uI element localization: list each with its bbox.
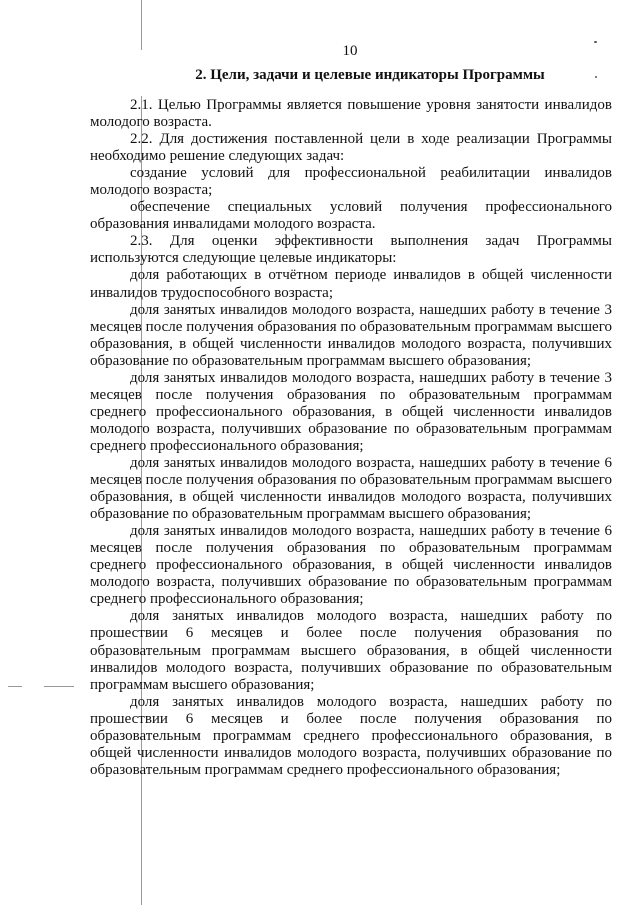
paragraph: 2.1. Целью Программы является повышение уровня занятости инвалидов молодого возраста.	[90, 97, 612, 131]
paragraph: доля занятых инвалидов молодого возраста, нашедших работу по прошествии 6 месяцев и более после получения образования по образовательным программам высшего образования, в общей численности инвалидов молодого возраста, получивших образование по образовательным программам высшего образования;	[90, 608, 612, 693]
document-body	[90, 97, 612, 779]
paragraph: доля работающих в отчётном периоде инвалидов в общей численности инвалидов трудоспособного возраста;	[90, 267, 612, 301]
page-number: 10	[342, 43, 358, 59]
paragraph: доля занятых инвалидов молодого возраста, нашедших работу в течение 3 месяцев после получения образования по образовательным программам высшего образования, в общей численности инвалидов молодого возраста, получивших образование по образовательным программам высшего образования;	[90, 301, 612, 369]
paragraph: доля занятых инвалидов молодого возраста, нашедших работу в течение 3 месяцев после получения образования по образовательным программам среднего профессионального образования, в общей численности инвалидов молодого возраста, получивших образование по образовательным программам среднего профессионального образования;	[90, 369, 612, 454]
scan-speck	[8, 686, 22, 687]
scan-speck	[44, 686, 74, 687]
paragraph: доля занятых инвалидов молодого возраста, нашедших работу в течение 6 месяцев после получения образования по образовательным программам высшего образования, в общей численности инвалидов молодого возраста, получивших образование по образовательным программам высшего образования;	[90, 454, 612, 523]
paragraph: доля занятых инвалидов молодого возраста, нашедших работу в течение 6 месяцев после получения образования по образовательным программам среднего профессионального образования, в общей численности инвалидов молодого возраста, получивших образование по образовательным программам среднего профессионального образования;	[90, 523, 612, 608]
paragraph: создание условий для профессиональной реабилитации инвалидов молодого возраста;	[90, 165, 612, 199]
paragraph: обеспечение специальных условий получения профессионального образования инвалидами молодого возраста.	[90, 199, 612, 233]
paragraph: 2.3. Для оценки эффективности выполнения задач Программы используются следующие целевые индикаторы:	[90, 233, 612, 267]
paragraph: 2.2. Для достижения поставленной цели в ходе реализации Программы необходимо решение следующих задач:	[90, 131, 612, 165]
section-title: 2. Цели, задачи и целевые индикаторы Программы	[195, 67, 545, 83]
paragraph: доля занятых инвалидов молодого возраста, нашедших работу по прошествии 6 месяцев и более после получения образования по образовательным программам среднего профессионального образования, в общей численности инвалидов молодого возраста, получивших образование по образовательным программам среднего профессионального образования;	[90, 693, 612, 778]
